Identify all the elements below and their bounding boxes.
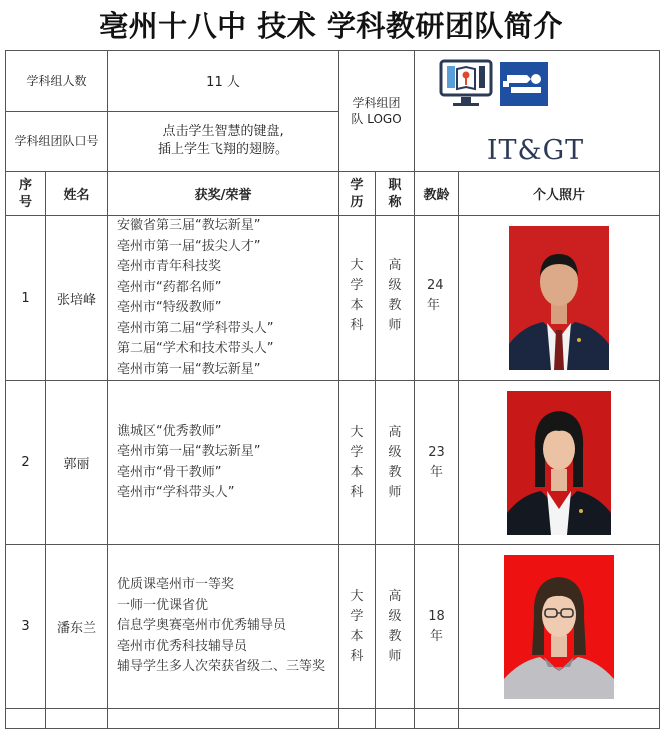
award-item: 亳州市优秀科技辅导员 [117, 638, 248, 654]
award-item: 亳州市青年科技奖 [117, 259, 222, 274]
award-item: 一师一优课省优 [117, 597, 209, 613]
award-item: 亳州市第一届“拔尖人才” [117, 238, 261, 254]
person-portrait [507, 391, 611, 535]
teacher-education: 大学本科 [339, 545, 376, 709]
teacher-awards [108, 216, 339, 381]
header-row [6, 172, 660, 216]
members-label: 学科组人数 [6, 51, 108, 112]
teacher-education: 大学本科 [339, 216, 376, 381]
teacher-years: 23年 [415, 381, 459, 545]
header-name: 姓名 [46, 172, 108, 216]
header-index: 序号 [6, 172, 46, 216]
teacher-title: 高级教师 [376, 216, 415, 381]
header-awards: 获奖/荣誉 [108, 172, 339, 216]
award-item: 亳州市“骨干教师” [117, 464, 222, 480]
award-item: 谯城区“优秀教师” [117, 423, 222, 439]
teacher-index: 3 [6, 545, 46, 709]
award-item: 亳州市第二届“学科带头人” [117, 320, 274, 336]
person-portrait [509, 226, 609, 370]
person-portrait [504, 555, 614, 699]
table-row-partial [6, 709, 660, 729]
teacher-education: 大学本科 [339, 381, 376, 545]
teacher-title: 高级教师 [376, 381, 415, 545]
slogan-line-2: 插上学生飞翔的翅膀。 [158, 142, 289, 158]
award-item: 亳州市第一届“教坛新星” [117, 361, 261, 377]
teacher-name: 潘东兰 [46, 545, 108, 709]
teacher-photo-cell [459, 545, 660, 709]
award-item: 亳州市“学科带头人” [117, 485, 235, 500]
award-item: 亳州市“特级教师” [117, 300, 222, 315]
team-table [5, 50, 660, 729]
teacher-name: 张培峰 [46, 216, 108, 381]
members-row [6, 51, 660, 112]
award-item: 亳州市“药都名师” [117, 279, 222, 295]
award-item: 安徽省第三届“教坛新星” [117, 218, 261, 233]
teacher-photo [509, 226, 609, 370]
teacher-years: 24年 [415, 216, 459, 381]
teacher-awards [108, 381, 339, 545]
teacher-index: 2 [6, 381, 46, 545]
logo-label: 学科组团队 LOGO [339, 51, 415, 172]
award-item: 信息学奥赛亳州市优秀辅导员 [117, 618, 287, 634]
slogan-value [108, 111, 339, 172]
table-row [6, 381, 660, 545]
teacher-title: 高级教师 [376, 545, 415, 709]
logo-cell [415, 51, 660, 172]
slogan-line-1: 点击学生智慧的键盘, [162, 124, 284, 140]
members-value: 11 人 [108, 51, 339, 112]
award-item: 第二届“学术和技术带头人” [117, 341, 274, 356]
header-years: 教龄 [415, 172, 459, 216]
table-row [6, 545, 660, 709]
teacher-years: 18年 [415, 545, 459, 709]
brand-logo-icon [499, 61, 549, 107]
table-row [6, 216, 660, 381]
teacher-photo [504, 555, 614, 699]
header-title: 职称 [376, 172, 415, 216]
teacher-index: 1 [6, 216, 46, 381]
page-title: 亳州十八中 技术 学科教研团队简介 [99, 9, 563, 43]
teacher-photo-cell [459, 216, 660, 381]
award-item: 优质课亳州市一等奖 [117, 577, 235, 593]
teacher-awards [108, 545, 339, 709]
teacher-photo-cell [459, 381, 660, 545]
logo-text: IT&GT [486, 135, 585, 166]
award-item: 辅导学生多人次荣获省级二、三等奖 [117, 659, 326, 675]
monitor-book-icon [439, 57, 495, 111]
header-education: 学历 [339, 172, 376, 216]
award-item: 亳州市第一届“教坛新星” [117, 444, 261, 459]
slogan-label: 学科组团队口号 [6, 111, 108, 172]
teacher-photo [507, 391, 611, 535]
header-photo: 个人照片 [459, 172, 660, 216]
teacher-name: 郭丽 [46, 381, 108, 545]
